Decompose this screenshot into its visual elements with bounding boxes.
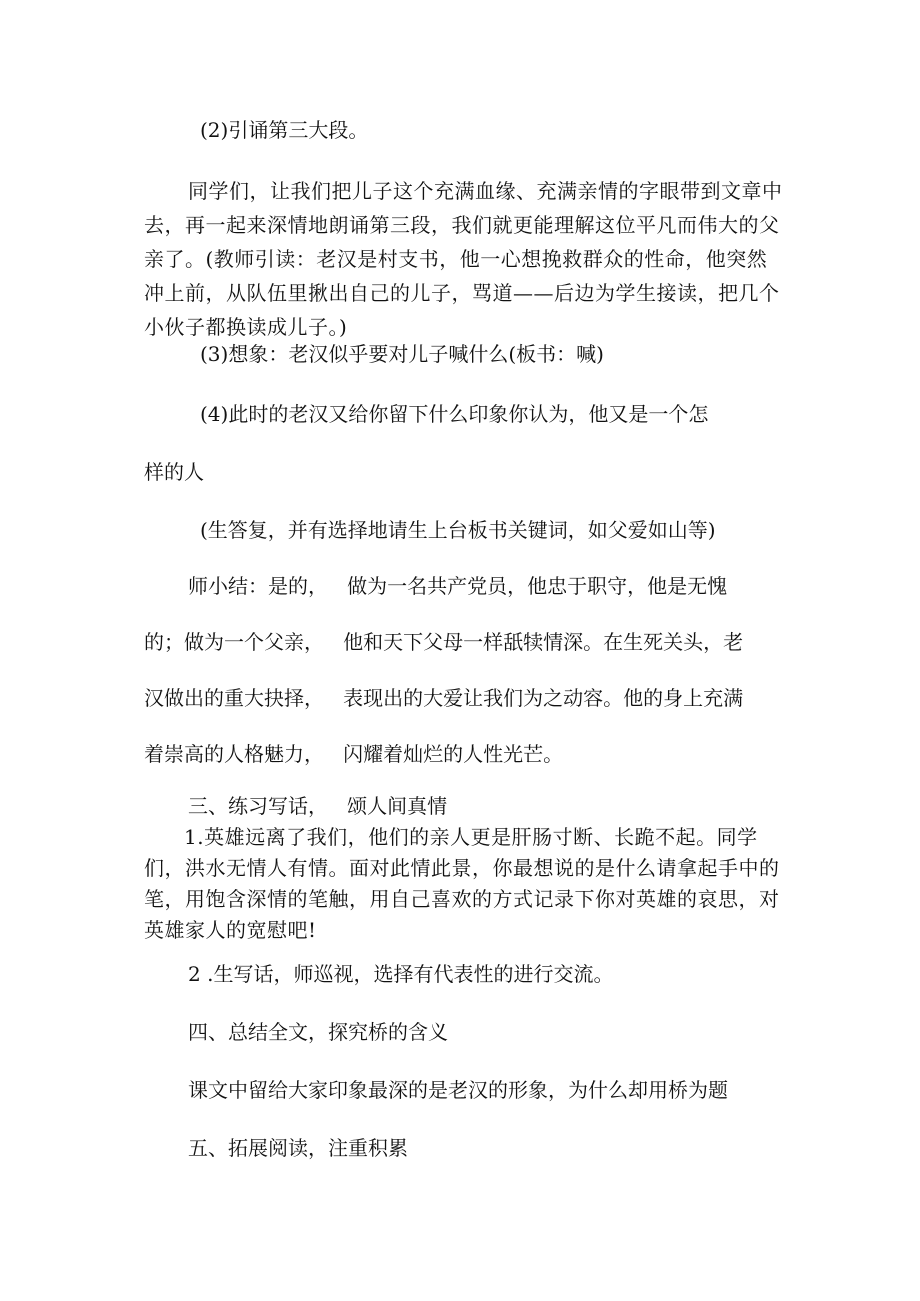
section-5-heading: 五、拓展阅读，注重积累 [188,1136,408,1160]
summary-line-2: 的；做为一个父亲， 他和天下父母一样舐犊情深。在生死关头，老 [144,630,744,654]
paragraph-recitation: 同学们，让我们把儿子这个充满血缘、充满亲情的字眼带到文章中去，再一起来深情地朗诵第三段，我们就更能理解这位平凡而伟大的父亲了。(教师引读：老汉是村支书，他一心想挽救群众的性命，他突然冲上前，从队伍里揪出自己的儿子，骂道——后边为学生接读，把几个小伙子都换读成儿子。) [144,179,783,339]
summary-line-3: 汉做出的重大抉择， 表现出的大爱让我们为之动容。他的身上充满 [144,686,744,710]
step-4-line-1: (4)此时的老汉又给你留下什么印象你认为，他又是一个怎 [200,402,709,426]
step-2-writing: 2 .生写话，师巡视，选择有代表性的进行交流。 [188,962,614,986]
section-3-heading: 三、练习写话， 颂人间真情 [188,794,448,818]
summary-line-4: 着崇高的人格魅力， 闪耀着灿烂的人性光芒。 [144,742,564,766]
paragraph-writing-task: 1.英雄远离了我们，他们的亲人更是肝肠寸断、长跪不起。同学们，洪水无情人有情。面对此情此景，你最想说的是什么请拿起手中的笔，用饱含深情的笔触，用自己喜欢的方式记录下你对英雄的哀思，对英雄家人的宽慰吧! [144,825,780,942]
student-answer-note: (生答复，并有选择地请生上台板书关键词，如父爱如山等) [200,518,716,542]
section-4-heading: 四、总结全文，探究桥的含义 [188,1020,448,1044]
summary-line-1: 师小结：是的， 做为一名共产党员，他忠于职守，他是无愧 [188,574,728,598]
step-3-heading: (3)想象：老汉似乎要对儿子喊什么(板书：喊) [200,342,604,366]
bridge-question: 课文中留给大家印象最深的是老汉的形象，为什么却用桥为题 [188,1078,728,1102]
step-4-line-2: 样的人 [144,460,204,484]
step-2-heading: (2)引诵第三大段。 [200,118,369,142]
